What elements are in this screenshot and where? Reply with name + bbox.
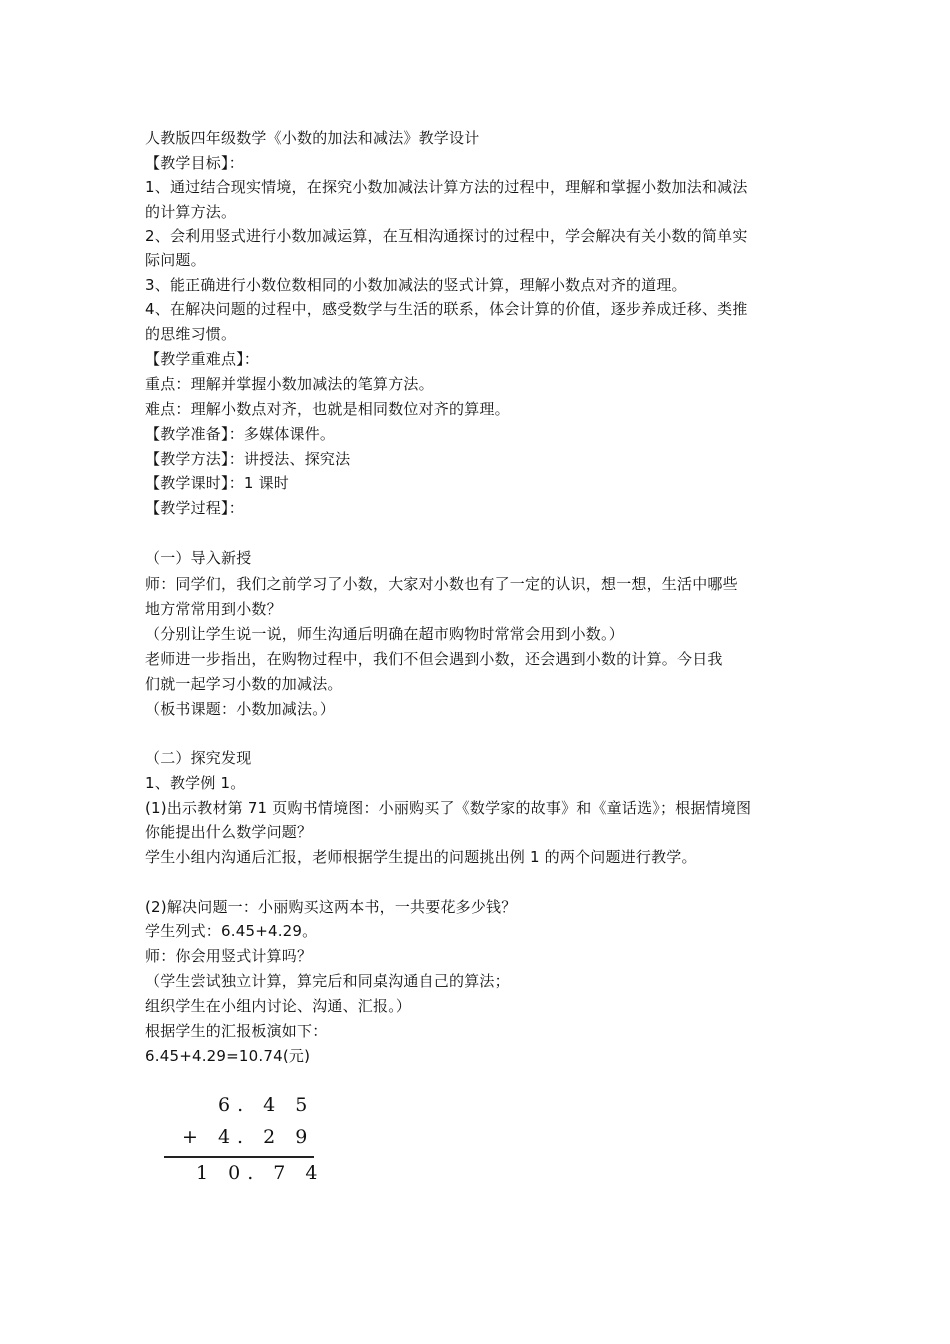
text-line: 3、能正确进行小数位数相同的小数加减法的竖式计算，理解小数点对齐的道理。 <box>145 276 687 294</box>
text-line: （二）探究发现 <box>145 749 252 767</box>
text-line: 重点：理解并掌握小数加减法的笔算方法。 <box>145 375 434 393</box>
vertical-calculation <box>160 1092 340 1192</box>
text-line: (1)出示教材第 71 页购书情境图：小丽购买了《数学家的故事》和《童话选》；根据情境图 <box>145 799 752 817</box>
text-line: 的思维习惯。 <box>145 325 237 343</box>
text-line: 难点：理解小数点对齐，也就是相同数位对齐的算理。 <box>145 400 510 418</box>
calc-addend-1: 6. 4 5 <box>218 1094 315 1116</box>
text-line: 人教版四年级数学《小数的加法和减法》教学设计 <box>145 129 480 147</box>
text-line: 的计算方法。 <box>145 203 237 221</box>
text-line: 6.45+4.29=10.74(元) <box>145 1047 311 1065</box>
text-line: 【教学过程】： <box>145 499 244 517</box>
text-line: （一）导入新授 <box>145 549 252 567</box>
text-line: 学生小组内沟通后汇报，老师根据学生提出的问题挑出例 1 的两个问题进行教学。 <box>145 848 697 866</box>
text-line: 你能提出什么数学问题？ <box>145 823 313 841</box>
text-line: 地方常常用到小数？ <box>145 600 282 618</box>
text-line: （学生尝试独立计算，算完后和同桌沟通自己的算法； <box>145 972 510 990</box>
text-line: 【教学准备】：多媒体课件。 <box>145 425 336 443</box>
text-line: 【教学课时】：1 课时 <box>145 474 290 492</box>
text-line: (2)解决问题一：小丽购买这两本书，一共要花多少钱？ <box>145 898 517 916</box>
calc-result: 1 0. 7 4 <box>196 1162 325 1184</box>
text-line: 师：你会用竖式计算吗？ <box>145 947 313 965</box>
text-line: 学生列式：6.45+4.29。 <box>145 922 318 940</box>
text-line: 们就一起学习小数的加减法。 <box>145 675 343 693</box>
text-line: （分别让学生说一说，师生沟通后明确在超市购物时常常会用到小数。） <box>145 625 624 643</box>
text-line: 师：同学们，我们之前学习了小数，大家对小数也有了一定的认识，想一想，生活中哪些 <box>145 575 738 593</box>
text-line: 1、通过结合现实情境，在探究小数加减法计算方法的过程中，理解和掌握小数加法和减法 <box>145 178 748 196</box>
text-line: 老师进一步指出，在购物过程中，我们不但会遇到小数，还会遇到小数的计算。今日我 <box>145 650 723 668</box>
text-line: 根据学生的汇报板演如下： <box>145 1022 328 1040</box>
text-line: 2、会利用竖式进行小数加减运算，在互相沟通探讨的过程中，学会解决有关小数的简单实 <box>145 227 748 245</box>
text-line: （板书课题：小数加减法。） <box>145 700 336 718</box>
text-line: 【教学目标】： <box>145 154 244 172</box>
text-line: 【教学重难点】： <box>145 350 260 368</box>
text-line: 1、教学例 1。 <box>145 774 246 792</box>
text-line: 组织学生在小组内讨论、沟通、汇报。） <box>145 997 412 1015</box>
calc-addend-2: + 4. 2 9 <box>182 1126 315 1148</box>
text-line: 4、在解决问题的过程中，感受数学与生活的联系，体会计算的价值，逐步养成迁移、类推 <box>145 300 748 318</box>
calc-sum-line <box>164 1156 314 1158</box>
text-line: 际问题。 <box>145 251 206 269</box>
text-line: 【教学方法】：讲授法、探究法 <box>145 450 351 468</box>
